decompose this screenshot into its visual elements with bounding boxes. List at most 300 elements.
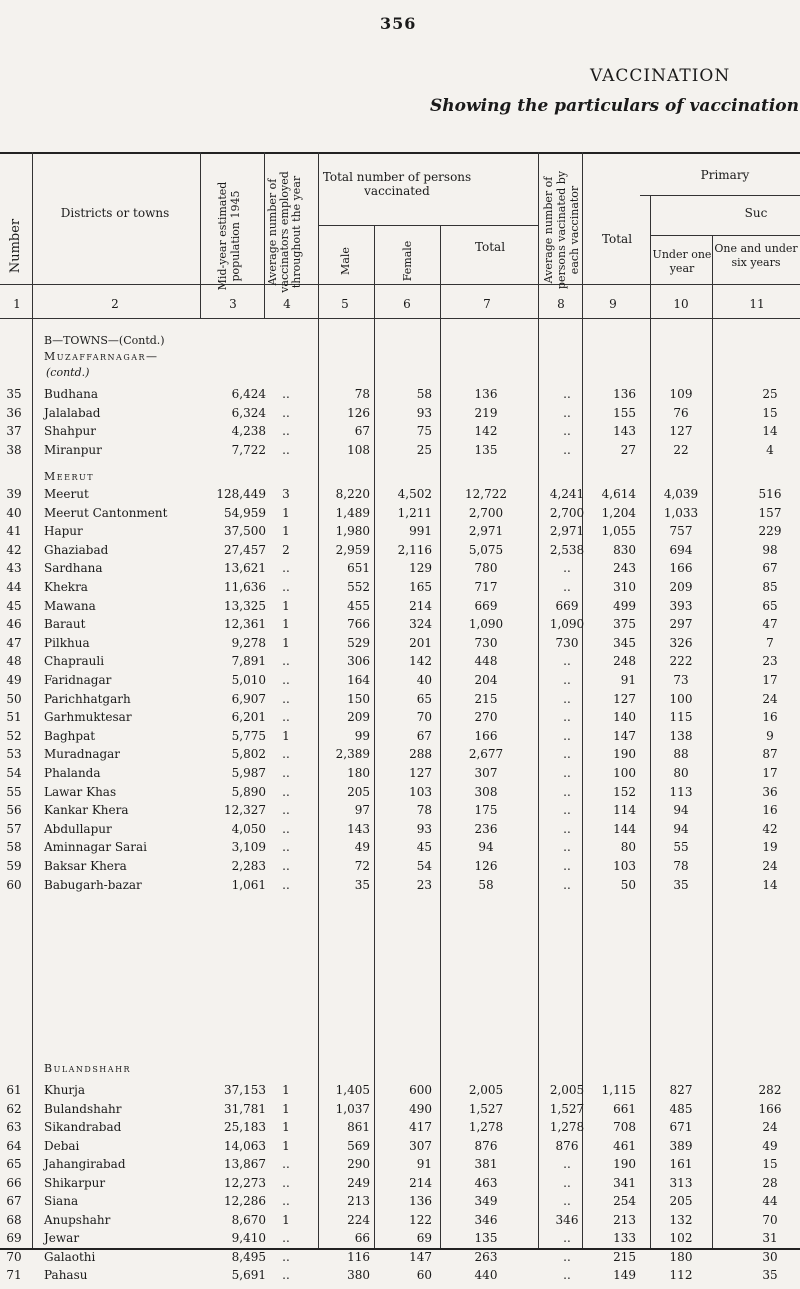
- cell-value: 201: [409, 635, 432, 650]
- cell-value: 24: [762, 691, 778, 706]
- cell-value: 97: [354, 803, 370, 818]
- cell-value: 1,115: [601, 1083, 636, 1097]
- cell-value: 70: [762, 1212, 778, 1227]
- cell-value: 100: [669, 691, 693, 706]
- table-row: [0, 616, 800, 633]
- cell-value: ..: [282, 561, 290, 576]
- cell-value: ..: [282, 859, 290, 873]
- cell-value: 23: [416, 877, 432, 892]
- colnum: 3: [229, 297, 237, 311]
- cell-value: 180: [347, 766, 370, 780]
- cell-value: ..: [563, 1157, 571, 1171]
- cell-value: 157: [758, 505, 782, 520]
- row-number: 65: [6, 1157, 22, 1171]
- cell-value: 35: [762, 1268, 778, 1282]
- place-name: Jalalabad: [44, 405, 101, 420]
- cell-value: 93: [416, 405, 432, 420]
- place-name: Baksar Khera: [44, 859, 127, 873]
- cell-value: 37,153: [224, 1083, 266, 1097]
- section-towns: B—TOWNS—(Contd.): [44, 334, 165, 347]
- cell-value: 128,449: [216, 487, 266, 501]
- cell-value: 127: [669, 424, 693, 438]
- cell-value: 2,959: [335, 542, 370, 557]
- colnum: 11: [749, 297, 765, 311]
- cell-value: 122: [409, 1212, 432, 1227]
- cell-value: 2,538: [549, 542, 585, 557]
- row-number: 57: [6, 821, 22, 836]
- cell-value: 47: [762, 617, 778, 632]
- cell-value: 393: [669, 598, 693, 613]
- cell-value: 166: [669, 561, 693, 576]
- total-group-rule: [318, 225, 538, 226]
- cell-value: 36: [762, 784, 778, 799]
- cell-value: 12,286: [224, 1194, 266, 1208]
- table-row: [0, 1138, 800, 1155]
- cell-value: 109: [669, 387, 693, 401]
- row-number: 54: [6, 766, 22, 780]
- table-subtitle: Showing the particulars of vaccination: [430, 96, 799, 116]
- colnum: 1: [13, 297, 21, 311]
- place-name: Shahpur: [44, 424, 96, 438]
- place-name: Lawar Khas: [44, 784, 117, 799]
- cell-value: 9,410: [231, 1231, 266, 1245]
- cell-value: 552: [347, 580, 370, 594]
- cell-value: 112: [669, 1268, 693, 1282]
- row-number: 42: [6, 542, 22, 557]
- cell-value: 164: [347, 673, 370, 687]
- cell-value: ..: [282, 1175, 290, 1190]
- cell-value: 708: [613, 1120, 636, 1134]
- cell-value: 94: [673, 821, 689, 836]
- table-row: [0, 523, 800, 540]
- cell-value: 290: [347, 1157, 370, 1171]
- cell-value: ..: [563, 387, 571, 401]
- table-row: [0, 858, 800, 875]
- cell-value: 73: [673, 673, 689, 687]
- cell-value: 463: [474, 1175, 498, 1190]
- under-one-header: Under one year: [652, 248, 712, 275]
- colnum: 4: [283, 297, 291, 311]
- cell-value: 6,907: [231, 691, 266, 706]
- cell-value: 127: [613, 691, 636, 706]
- cell-value: 249: [347, 1175, 370, 1190]
- cell-value: 25: [762, 387, 778, 401]
- cell-value: ..: [282, 580, 290, 594]
- cell-value: 1,090: [549, 617, 585, 632]
- cell-value: 213: [613, 1212, 636, 1227]
- cell-value: 147: [409, 1249, 432, 1264]
- place-name: Baraut: [44, 617, 86, 632]
- cell-value: 67: [762, 561, 778, 576]
- cell-value: 135: [474, 442, 498, 457]
- cell-value: 144: [613, 821, 636, 836]
- cell-value: 1: [282, 1120, 290, 1134]
- table-row: [0, 691, 800, 708]
- cell-value: 166: [758, 1101, 782, 1116]
- cell-value: 50: [620, 877, 636, 892]
- table-row: [0, 839, 800, 856]
- place-name: Sardhana: [44, 561, 103, 576]
- row-number: 70: [6, 1249, 22, 1264]
- table-row: [0, 1249, 800, 1266]
- cell-value: 142: [409, 654, 432, 669]
- row-number: 67: [6, 1194, 22, 1208]
- cell-value: 49: [354, 840, 370, 855]
- row-number: 61: [6, 1083, 22, 1097]
- cell-value: ..: [282, 784, 290, 799]
- cell-value: 204: [474, 673, 498, 687]
- vaccinators-header: Average number of vaccinators employed throughout the year: [266, 171, 303, 293]
- cell-value: 757: [669, 524, 693, 539]
- place-name: Kankar Khera: [44, 803, 129, 818]
- cell-value: 214: [409, 1175, 432, 1190]
- table-row: [0, 877, 800, 894]
- total-group-header: Total number of persons vaccinated: [322, 170, 472, 198]
- place-name: Faridnagar: [44, 673, 112, 687]
- cell-value: 31: [762, 1231, 778, 1245]
- cell-value: 209: [347, 710, 370, 725]
- cell-value: 1: [282, 1083, 290, 1097]
- cell-value: 326: [669, 635, 693, 650]
- section-contd: (contd.): [46, 366, 90, 379]
- place-name: Garhmuktesar: [44, 710, 132, 725]
- cell-value: 2,700: [468, 505, 504, 520]
- cell-value: 7,722: [231, 442, 266, 457]
- header-bottom-rule: [0, 284, 800, 285]
- place-name: Jahangirabad: [44, 1157, 126, 1171]
- cell-value: 461: [613, 1138, 636, 1153]
- cell-value: 1: [282, 505, 290, 520]
- place-name: Khurja: [44, 1083, 86, 1097]
- cell-value: ..: [282, 442, 290, 457]
- cell-value: 2,700: [549, 505, 585, 520]
- cell-value: ..: [282, 747, 290, 762]
- colnum-rule: [0, 318, 800, 319]
- place-name: Khekra: [44, 580, 88, 594]
- cell-value: 669: [555, 598, 579, 613]
- cell-value: 67: [354, 424, 370, 438]
- cell-value: 1,061: [231, 877, 266, 892]
- place-name: Muradnagar: [44, 747, 121, 762]
- cell-value: 1: [282, 1101, 290, 1116]
- colnum: 6: [403, 297, 411, 311]
- row-number: 68: [6, 1212, 22, 1227]
- cell-value: 22: [673, 442, 689, 457]
- cell-value: 13,621: [224, 561, 266, 576]
- cell-value: 341: [613, 1175, 636, 1190]
- cell-value: 166: [474, 728, 498, 743]
- row-number: 35: [6, 387, 22, 401]
- table-row: [0, 1119, 800, 1136]
- cell-value: 25: [416, 442, 432, 457]
- table-row: [0, 386, 800, 403]
- cell-value: 215: [474, 691, 498, 706]
- colnum: 2: [111, 297, 119, 311]
- cell-value: ..: [563, 859, 571, 873]
- row-number: 50: [6, 691, 22, 706]
- cell-value: 830: [613, 542, 636, 557]
- cell-value: 2,116: [397, 542, 432, 557]
- cell-value: 254: [613, 1194, 636, 1208]
- cell-value: 3: [282, 487, 290, 501]
- cell-value: 190: [613, 747, 636, 762]
- place-name: Galaothi: [44, 1249, 96, 1264]
- cell-value: 345: [613, 635, 636, 650]
- cell-value: 213: [347, 1194, 370, 1208]
- cell-value: 417: [409, 1120, 432, 1134]
- cell-value: 15: [762, 1157, 778, 1171]
- cell-value: 381: [474, 1157, 498, 1171]
- cell-value: 133: [613, 1231, 636, 1245]
- table-row: [0, 1156, 800, 1173]
- cell-value: 236: [474, 821, 498, 836]
- cell-value: ..: [282, 1157, 290, 1171]
- cell-value: ..: [563, 424, 571, 438]
- cell-value: 58: [416, 387, 432, 401]
- cell-value: 5,987: [231, 766, 266, 780]
- cell-value: 4,050: [231, 821, 266, 836]
- cell-value: 100: [613, 766, 636, 780]
- cell-value: 129: [409, 561, 432, 576]
- cell-value: 75: [416, 424, 432, 438]
- cell-value: 5,691: [231, 1268, 266, 1282]
- primary-header: Primary: [700, 168, 750, 182]
- row-number: 38: [6, 442, 22, 457]
- cell-value: 2,389: [335, 747, 370, 762]
- cell-value: 861: [347, 1120, 370, 1134]
- row-number: 44: [6, 580, 22, 594]
- cell-value: 94: [673, 803, 689, 818]
- cell-value: 161: [669, 1157, 693, 1171]
- cell-value: 8,495: [231, 1249, 266, 1264]
- cell-value: 70: [416, 710, 432, 725]
- cell-value: 136: [613, 387, 636, 401]
- cell-value: 142: [474, 424, 498, 438]
- cell-value: 1,055: [601, 524, 636, 539]
- cell-value: 23: [762, 654, 778, 669]
- cell-value: 12,273: [224, 1175, 266, 1190]
- cell-value: 54: [416, 859, 432, 873]
- row-number: 55: [6, 784, 22, 799]
- cell-value: 65: [416, 691, 432, 706]
- cell-value: 288: [409, 747, 432, 762]
- cell-value: ..: [282, 1194, 290, 1208]
- vrule-2: [200, 152, 201, 318]
- table-row: [0, 560, 800, 577]
- cell-value: 219: [474, 405, 498, 420]
- row-number: 43: [6, 561, 22, 576]
- place-name: Meerut: [44, 487, 89, 501]
- cell-value: 4,238: [231, 424, 266, 438]
- cell-value: ..: [563, 821, 571, 836]
- cell-value: 80: [620, 840, 636, 855]
- cell-value: 35: [673, 877, 689, 892]
- table-row: [0, 709, 800, 726]
- place-name: Pahasu: [44, 1268, 88, 1282]
- place-name: Chaprauli: [44, 654, 105, 669]
- cell-value: 694: [669, 542, 693, 557]
- row-number: 49: [6, 673, 22, 687]
- cell-value: 308: [474, 784, 498, 799]
- cell-value: 25,183: [224, 1120, 266, 1134]
- cell-value: 380: [347, 1268, 370, 1282]
- cell-value: 310: [613, 580, 636, 594]
- section-muzaffarnagar: Muzaffarnagar—: [44, 350, 159, 363]
- cell-value: 248: [613, 654, 636, 669]
- cell-value: 2,971: [549, 524, 585, 539]
- cell-value: 126: [474, 859, 498, 873]
- row-number: 71: [6, 1268, 22, 1282]
- row-number: 62: [6, 1101, 22, 1116]
- cell-value: ..: [282, 877, 290, 892]
- place-name: Pilkhua: [44, 635, 90, 650]
- place-name: Parichhatgarh: [44, 691, 131, 706]
- table-row: [0, 728, 800, 745]
- cell-value: ..: [282, 424, 290, 438]
- cell-value: 87: [762, 747, 778, 762]
- cell-value: 149: [613, 1268, 636, 1282]
- cell-value: 4,039: [663, 487, 699, 501]
- cell-value: 2: [282, 542, 290, 557]
- cell-value: 270: [474, 710, 498, 725]
- cell-value: 346: [474, 1212, 498, 1227]
- cell-value: 5,775: [231, 728, 266, 743]
- cell-value: ..: [563, 673, 571, 687]
- cell-value: 214: [409, 598, 432, 613]
- cell-value: 91: [620, 673, 636, 687]
- section-bulandshahr: Bulandshahr: [44, 1062, 132, 1075]
- row-number: 56: [6, 803, 22, 818]
- cell-value: ..: [563, 1268, 571, 1282]
- cell-value: 13,867: [224, 1157, 266, 1171]
- table-row: [0, 746, 800, 763]
- cell-value: 205: [347, 784, 370, 799]
- cell-value: 215: [613, 1249, 636, 1264]
- row-number: 48: [6, 654, 22, 669]
- place-name: Baghpat: [44, 728, 96, 743]
- cell-value: 7: [766, 635, 774, 650]
- cell-value: 6,424: [231, 387, 266, 401]
- cell-value: 307: [409, 1138, 432, 1153]
- cell-value: 324: [409, 617, 432, 632]
- cell-value: 1,037: [335, 1101, 370, 1116]
- cell-value: 1: [282, 1138, 290, 1153]
- cell-value: 991: [409, 524, 432, 539]
- cell-value: 1: [282, 617, 290, 632]
- cell-value: 669: [474, 598, 498, 613]
- table-row: [0, 672, 800, 689]
- cell-value: 516: [758, 487, 782, 501]
- cell-value: 15: [762, 405, 778, 420]
- cell-value: 1,527: [549, 1101, 585, 1116]
- place-name: Babugarh-bazar: [44, 877, 142, 892]
- cell-value: 54,959: [224, 505, 266, 520]
- table-row: [0, 405, 800, 422]
- cell-value: 12,361: [224, 617, 266, 632]
- cell-value: 8,220: [335, 487, 370, 501]
- cell-value: 27: [620, 442, 636, 457]
- male-header: Male: [339, 247, 352, 275]
- table-row: [0, 802, 800, 819]
- colnum: 10: [673, 297, 689, 311]
- row-number: 59: [6, 859, 22, 873]
- cell-value: 4,502: [397, 487, 432, 501]
- cell-value: 2,677: [468, 747, 504, 762]
- cell-value: 27,457: [224, 542, 266, 557]
- cell-value: 440: [474, 1268, 498, 1282]
- table-row: [0, 635, 800, 652]
- cell-value: 103: [409, 784, 432, 799]
- cell-value: 94: [478, 840, 494, 855]
- cell-value: ..: [563, 803, 571, 818]
- row-number: 36: [6, 405, 22, 420]
- cell-value: ..: [563, 1249, 571, 1264]
- row-number: 45: [6, 598, 22, 613]
- row-number: 58: [6, 840, 22, 855]
- cell-value: 135: [474, 1231, 498, 1245]
- suc-header: Suc: [744, 206, 768, 220]
- cell-value: ..: [282, 710, 290, 725]
- cell-value: ..: [282, 840, 290, 855]
- cell-value: 389: [669, 1138, 693, 1153]
- cell-value: 147: [613, 728, 636, 743]
- cell-value: 222: [669, 654, 693, 669]
- row-number: 64: [6, 1138, 22, 1153]
- districts-header: Districts or towns: [60, 206, 170, 220]
- cell-value: 14: [762, 877, 778, 892]
- place-name: Bulandshahr: [44, 1101, 122, 1116]
- row-number: 40: [6, 505, 22, 520]
- table-row: [0, 1175, 800, 1192]
- cell-value: 263: [474, 1249, 498, 1264]
- table-row: [0, 1267, 800, 1284]
- cell-value: ..: [563, 1194, 571, 1208]
- row-number: 52: [6, 728, 22, 743]
- cell-value: 12,722: [465, 487, 507, 501]
- table-row: [0, 598, 800, 615]
- row-number: 41: [6, 524, 22, 539]
- primary-rule: [640, 195, 800, 196]
- cell-value: ..: [282, 1249, 290, 1264]
- cell-value: 1: [282, 1212, 290, 1227]
- cell-value: 85: [762, 580, 778, 594]
- number-header: Number: [8, 218, 23, 274]
- cell-value: 1: [282, 598, 290, 613]
- place-name: Jewar: [44, 1231, 80, 1245]
- avg-persons-header: Average number of persons vacinated by each vaccinator: [542, 170, 581, 290]
- cell-value: 93: [416, 821, 432, 836]
- cell-value: 5,010: [231, 673, 266, 687]
- cell-value: ..: [563, 747, 571, 762]
- cell-value: 136: [409, 1194, 432, 1208]
- table-title: VACCINATION: [590, 66, 731, 86]
- cell-value: 209: [669, 580, 693, 594]
- cell-value: 180: [669, 1249, 693, 1264]
- table-row: [0, 579, 800, 596]
- table-row: [0, 1230, 800, 1247]
- cell-value: 455: [347, 598, 370, 613]
- cell-value: ..: [282, 654, 290, 669]
- cell-value: 243: [613, 561, 636, 576]
- cell-value: 88: [673, 747, 689, 762]
- population-header: Mid-year estimated population 1945: [216, 181, 242, 291]
- cell-value: ..: [563, 580, 571, 594]
- cell-value: ..: [282, 405, 290, 420]
- cell-value: 569: [347, 1138, 370, 1153]
- cell-value: 44: [762, 1194, 778, 1208]
- cell-value: 165: [409, 580, 432, 594]
- cell-value: 1,489: [335, 505, 370, 520]
